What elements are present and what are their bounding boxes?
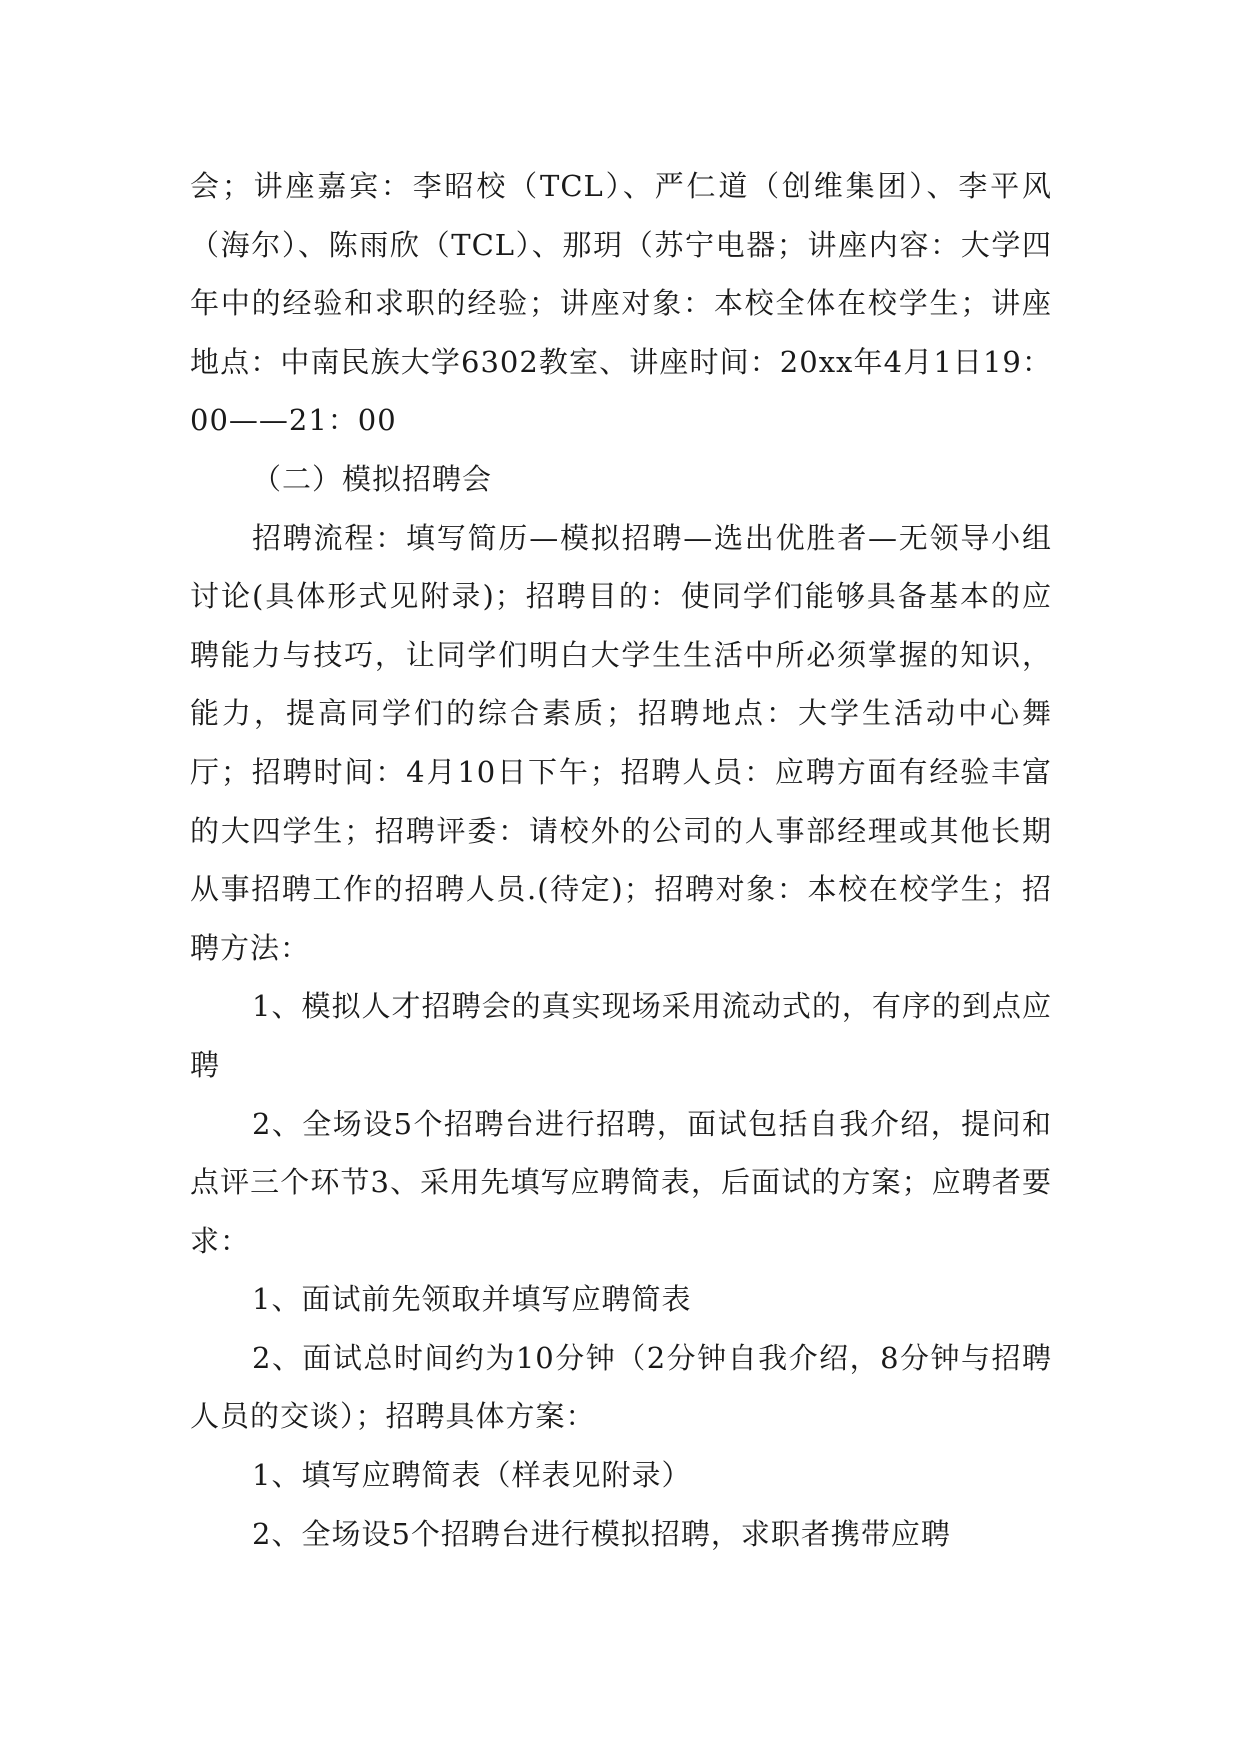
paragraph-lecture-details: 会；讲座嘉宾：李昭校（TCL）、严仁道（创维集团）、李平风（海尔）、陈雨欣（TCL）、那玥（苏宁电器；讲座内容：大学四年中的经验和求职的经验；讲座对象：本校全体在校学生；讲座地点：中南民族大学6302教室、讲座时间：20xx年4月1日19：00——21：00 [190,169,1052,438]
paragraph-recruitment-process: 招聘流程：填写简历—模拟招聘—选出优胜者—无领导小组讨论(具体形式见附录)；招聘目的：使同学们能够具备基本的应聘能力与技巧，让同学们明白大学生生活中所必须掌握的知识，能力，提高同学们的综合素质；招聘地点：大学生活动中心舞厅；招聘时间：4月10日下午；招聘人员：应聘方面有经验丰富的大四学生；招聘评委：请校外的公司的人事部经理或其他长期从事招聘工作的招聘人员.(待定)；招聘对象：本校在校学生；招聘方法： [190,520,1052,965]
list-item-plan-1: 1、填写应聘简表（样表见附录） [252,1458,692,1493]
list-item-method-1: 1、模拟人才招聘会的真实现场采用流动式的，有序的到点应聘 [190,989,1052,1082]
list-item-requirement-2: 2、面试总时间约为10分钟（2分钟自我介绍，8分钟与招聘人员的交谈）；招聘具体方案： [190,1340,1052,1434]
section-heading-mock-job-fair: （二）模拟招聘会 [252,461,493,496]
list-item-method-2: 2、全场设5个招聘台进行招聘，面试包括自我介绍，提问和点评三个环节3、采用先填写应聘简表，后面试的方案；应聘者要求： [190,1106,1052,1258]
list-item-requirement-1: 1、面试前先领取并填写应聘简表 [252,1282,692,1317]
document-page [190,157,1052,1563]
list-item-plan-2: 2、全场设5个招聘台进行模拟招聘，求职者携带应聘 [252,1516,951,1551]
